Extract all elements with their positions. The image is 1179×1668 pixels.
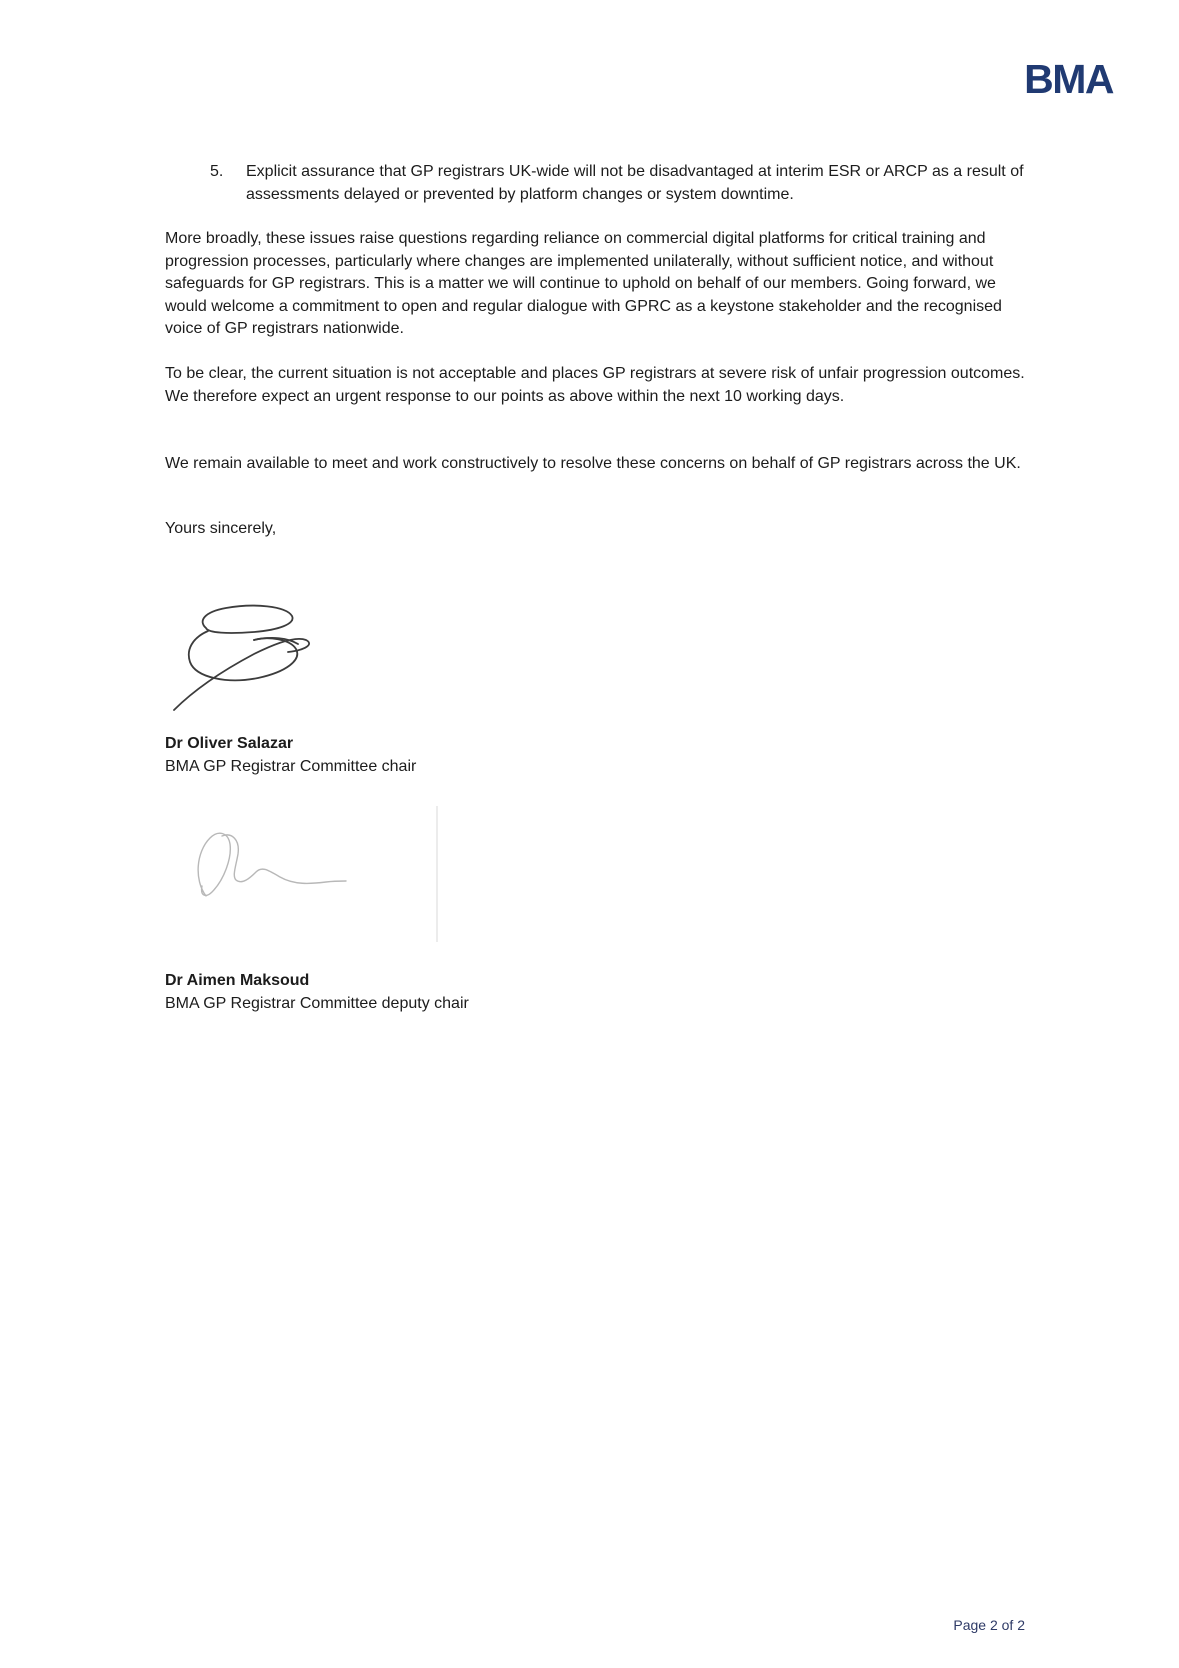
- list-item-text: Explicit assurance that GP registrars UK-wide will not be disadvantaged at interim ESR or ARCP as a result of assessments delayed or prevented by platform changes or system downtime.: [246, 163, 1024, 203]
- signatory-name: Dr Aimen Maksoud: [165, 972, 310, 989]
- signatory-block-deputy-chair: [165, 970, 469, 1015]
- bma-logo: BMA: [1024, 56, 1113, 102]
- paragraph-to-be-clear: To be clear, the current situation is not acceptable and places GP registrars at severe risk of unfair progression outcomes. We therefore expect an urgent response to our points as above within the next 10 working days.: [165, 365, 1025, 405]
- list-item-number: 5.: [210, 163, 224, 180]
- signatory-title: BMA GP Registrar Committee deputy chair: [165, 994, 469, 1012]
- paragraph-more-broadly: More broadly, these issues raise questions regarding reliance on commercial digital platforms for critical training and progression processes, particularly where changes are implemented unilaterally, without sufficient notice, and without safeguards for GP registrars. This is a matter we will continue to uphold on behalf of our members. Going forward, we would welcome a commitment to open and regular dialogue with GPRC as a keystone stakeholder and the recognised voice of GP registrars nationwide.: [165, 230, 1002, 337]
- scan-artifact-line: [436, 806, 438, 942]
- signatory-title: BMA GP Registrar Committee chair: [165, 757, 417, 775]
- paragraph-we-remain: We remain available to meet and work constructively to resolve these concerns on behalf of GP registrars across the UK.: [165, 455, 1021, 472]
- closing-salutation: Yours sincerely,: [165, 520, 277, 537]
- signature-oliver-salazar: [168, 588, 328, 718]
- signature-aimen-maksoud: [192, 828, 352, 903]
- page-number: Page 2 of 2: [953, 1617, 1025, 1633]
- numbered-list-item-5: [210, 161, 1055, 206]
- signatory-block-chair: [165, 733, 416, 778]
- signatory-name: Dr Oliver Salazar: [165, 735, 294, 752]
